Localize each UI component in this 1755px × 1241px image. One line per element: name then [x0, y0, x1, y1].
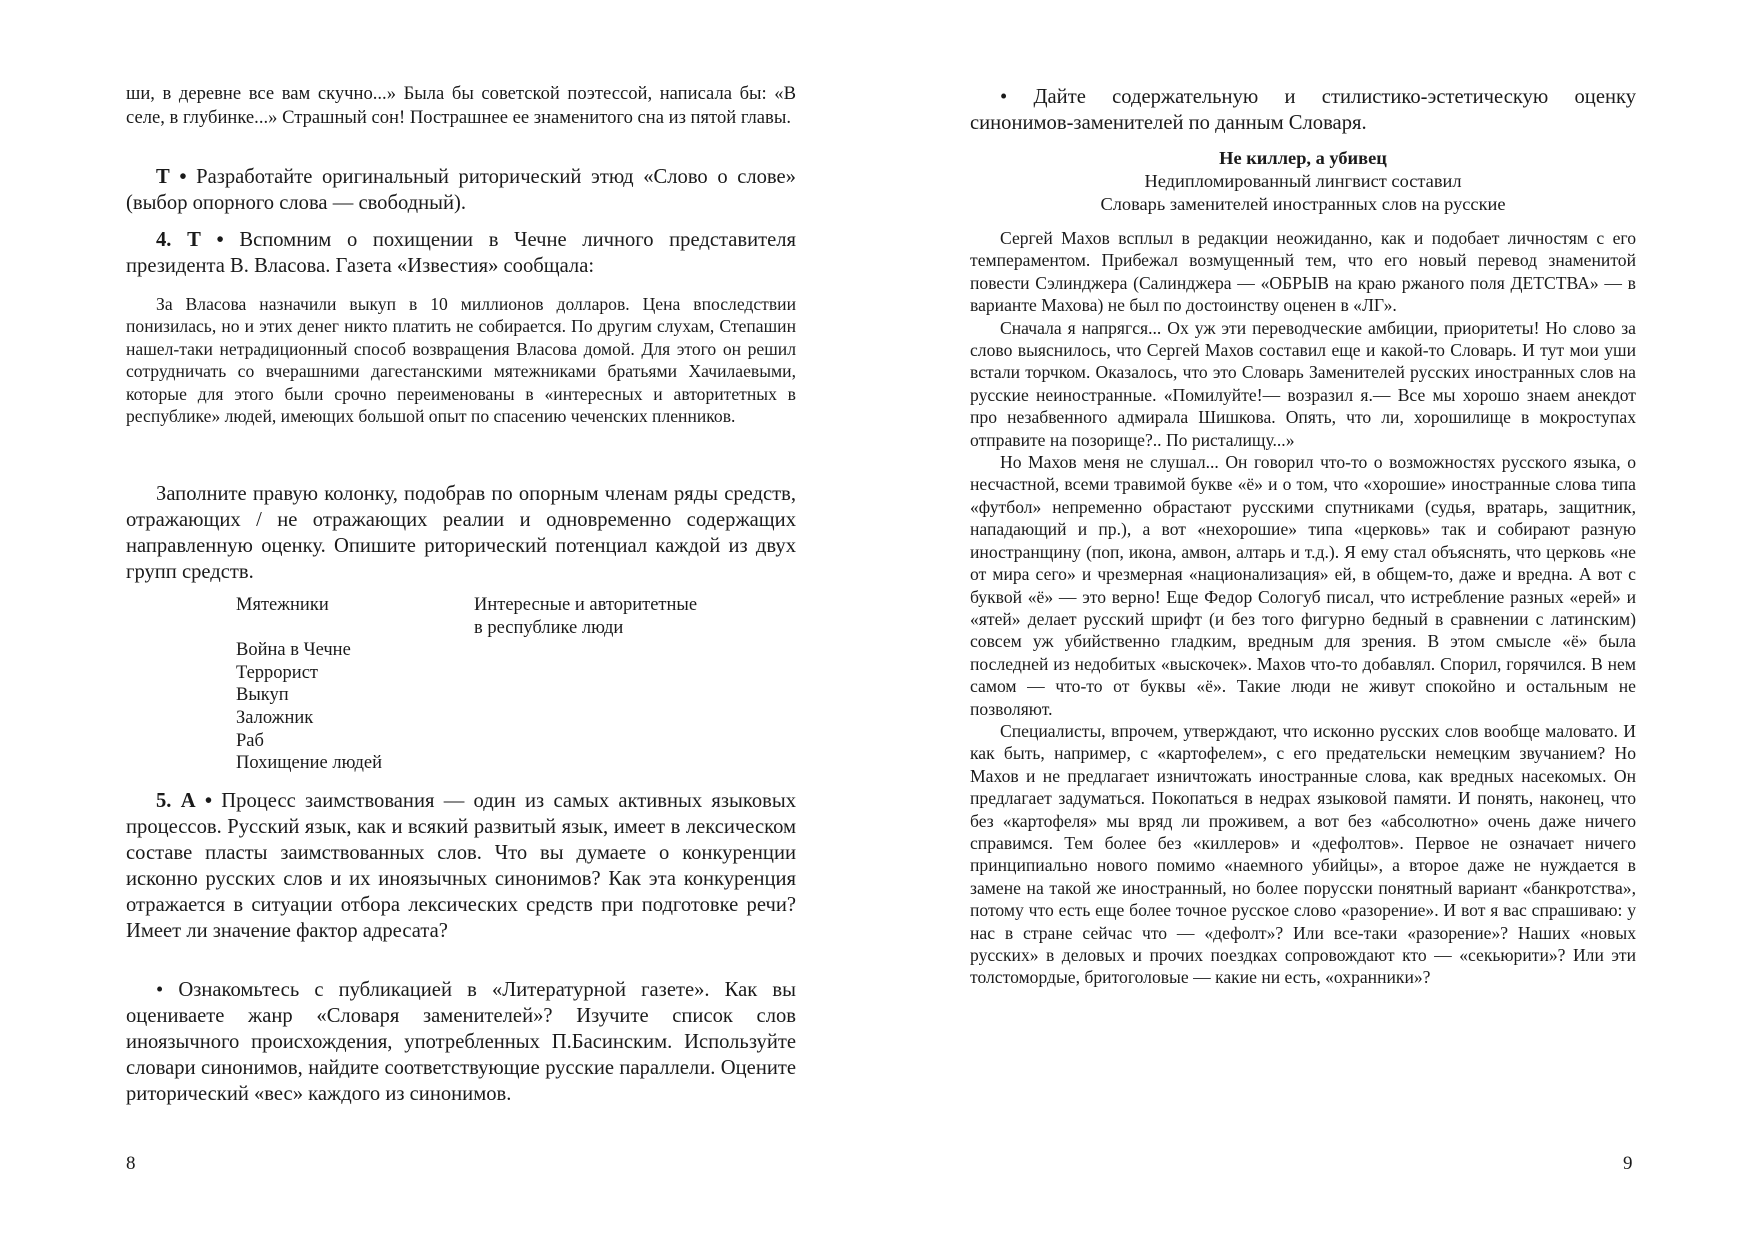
article-title: Не киллер, а убивец [1219, 148, 1387, 168]
table-item: Выкуп [236, 685, 289, 706]
left-bullet-paragraph: • Ознакомьтесь с публикацией в «Литературной газете». Как вы оцениваете жанр «Словаря заменителей»? Изучите список слов иноязычного происхождения, употребленных П.Басинским. Используйте словари синонимов, найдите соответствующие русские параллели. Оцените риторический «вес» каждого из синонимов. [126, 979, 796, 1105]
article-subtitle-line2: Словарь заменителей иностранных слов на русские [1100, 194, 1506, 214]
izvestia-quote: За Власова назначили выкуп в 10 миллионов долларов. Цена впоследствии понизилась, но и этих денег никто платить не собирается. По другим слухам, Степашин нашел-таки нетрадиционный способ возвращения Власова домой. Для этого он решил сотрудничать со вчерашними дагестанскими мятежниками братьями Хачилаевыми, которые для этого были срочно переименованы в «интересных и авторитетных в республике» людей, имеющих большой опыт по спасению чеченских пленников. [126, 294, 796, 427]
article-subtitle-line1: Недипломированный лингвист составил [1144, 171, 1462, 191]
table-header-row-2 [236, 617, 796, 640]
fill-column-instructions: Заполните правую колонку, подобрав по опорным членам ряды средств, отражающих / не отражающих реалии и одновременно содержащих направленную оценку. Опишите риторический потенциал каждой из двух групп средств. [126, 483, 796, 583]
table-col2-header-line1: Интересные и авторитетные [474, 595, 698, 615]
table-item: Заложник [236, 707, 314, 728]
table-item: Похищение людей [236, 753, 383, 774]
article-body [970, 227, 1636, 989]
article-paragraph: Сначала я напрягся... Ох уж эти переводческие амбиции, приоритеты! Но слово за слово выяснилось, что Сергей Махов составил еще и какой-то Словарь. И тут мои уши встали торчком. Оказалось, что это Словарь Заменителей русских иностранных слов на русские неиностранные. «Помилуйте!— возразил я.— Все мы хорошо знаем анекдот про незабвенного адмирала Шишкова. Опять, что ли, хорошилище в мокроступах отправите на позорище?.. По ристалищу...» [970, 317, 1636, 450]
task-5-label: 5. А • [156, 790, 213, 812]
article-paragraph: Специалисты, впрочем, утверждают, что исконно русских слов вообще маловато. И как быть, например, с «картофелем», с его предательски немецким звучанием? Но Махов и не предлагает изничтожать иностранные слова, как вредных насекомых. Он предлагает задуматься. Покопаться в недрах языковой памяти. И понять, наконец, что без «картофеля» мы вряд ли проживем, а вот без «абсолютно» очень даже ничего справимся. Тем более без «киллеров» и «дефолтов». Первое не означает ничего принципиально нового помимо «наемного убийцы», а второе даже не нуждается в замене на такой же иностранный, но более порусски понятный вариант «банкротства», потому что есть еще более точное русское слово «разорение». И вот я вас спрашиваю: у нас в стране сейчас что — «дефолт»? Или все-таки «разорение»? Наших «новых русских» в деловых и прочих поездках сопровождают кто — «секьюрити»? Или эти толстомордые, бритоголовые — какие ни есть, «охранники»? [970, 720, 1636, 988]
task-4-text: Вспомним о похищении в Чечне личного представителя президента В. Власова. Газета «Известия» сообщала: [126, 229, 796, 277]
right-top-text: • Дайте содержательную и стилистико-эстетическую оценку синонимов-заменителей по данным Словаря. [970, 86, 1636, 134]
table-item: Террорист [236, 662, 319, 683]
page-number-right: 9 [1623, 1153, 1633, 1174]
article-paragraph: Сергей Махов всплыл в редакции неожиданно, как и подобает личностям с его темпераментом. Прибежал возмущенный тем, что его новый перевод знаменитой повести Сэлинджера (Салинджера — «ОБРЫВ на краю ржаного поля ДЕТСТВА» — в варианте Махова) не был по достоинству оценен в «ЛГ». [970, 228, 1636, 316]
table-col1-header: Мятежники [236, 595, 329, 615]
task-4-paragraph [126, 227, 796, 279]
task-t-text: Разработайте оригинальный риторический этюд «Слово о слове» (выбор опорного слова — свободный). [126, 166, 796, 214]
table-col2-header-line2: в республике люди [474, 617, 624, 638]
table-item: Война в Чечне [236, 640, 351, 661]
task-t-paragraph [126, 164, 796, 216]
table-item: Раб [236, 730, 264, 751]
article-paragraph: Но Махов меня не слушал... Он говорил что-то о возможностях русского языка, о несчастной, всеми травимой букве «ё» и о том, что «хорошие» иностранные слова типа «футбол» непременно обрастают русскими спутниками (судья, вратарь, защитник, нападающий и пр.), а вот «нехорошие» типа «церковь» так и собирают разную иностранщину (поп, икона, амвон, алтарь и т.д.). Я ему стал объяснять, что церковь «не от мира сего» и чрезмерная «национализация» ей, в общем-то, даже и вредна. А вот с буквой «ё» — это верно! Еще Федор Сологуб писал, что истребление разных «ерей» и «ятей» делает русский шрифт (и без того фигурно бедный в сравнении с латинским) совсем уж убийственно гладким, вредным для зрения. В этом смысле «ё» была последней из недобитых «выскочек». Махов что-то добавлял. Спорил, горячился. В нем самом — что-то от буквы «ё». Такие люди не живут спокойно и остальным не позволяют. [970, 452, 1636, 719]
task-5-text: Процесс заимствования — один из самых активных языковых процессов. Русский язык, как и всякий развитый язык, имеет в лексическом составе пласты заимствованных слов. Что вы думаете о конкуренции исконно русских слов и их иноязычных синонимов? Как эта конкуренция отражается в ситуации отбора лексических средств при подготовке речи? Имеет ли значение фактор адресата? [126, 790, 796, 942]
task-5-paragraph [126, 788, 796, 944]
synonym-table [236, 594, 796, 775]
article-heading-block [970, 147, 1636, 216]
left-top-text: ши, в деревне все вам скучно...» Была бы советской поэтессой, написала бы: «В селе, в глубинке...» Страшный сон! Пострашнее ее знаменитого сна из пятой главы. [126, 83, 796, 128]
table-header-row [236, 594, 796, 617]
task-t-label: Т • [156, 166, 187, 188]
page-number-left: 8 [126, 1153, 136, 1174]
task-4-label: 4. Т • [156, 229, 224, 251]
